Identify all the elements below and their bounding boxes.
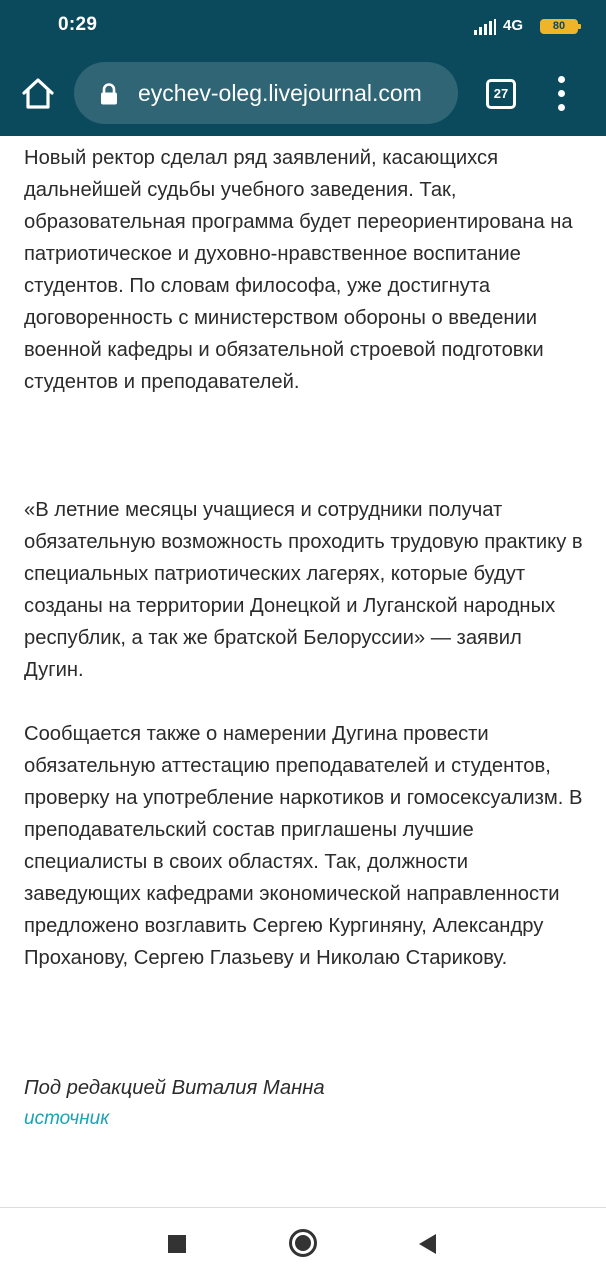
article-body xyxy=(24,142,584,1134)
recent-apps-icon[interactable] xyxy=(168,1235,186,1253)
home-button[interactable] xyxy=(18,74,58,114)
status-time: 0:29 xyxy=(58,14,98,35)
system-nav-bar xyxy=(0,1207,606,1280)
status-bar xyxy=(0,0,606,54)
address-bar[interactable] xyxy=(74,62,458,124)
tabs-button[interactable] xyxy=(486,79,516,109)
signal-bars-icon xyxy=(474,19,496,35)
article-paragraph: Новый ректор сделал ряд заявлений, касающихся дальнейшей судьбы учебного заведения. Так, образовательная программа будет переориентирована на патриотическое и духовно-нравственное воспитание студентов. По словам философа, уже достигнута договоренность с министерством обороны о введении военной кафедры и обязательной строевой подготовки студентов и преподавателей. xyxy=(24,147,573,393)
url-text[interactable]: eychev-oleg.livejournal.com xyxy=(138,80,422,106)
article-author: Под редакцией Виталия Манна xyxy=(24,1077,325,1099)
article-quote: «В летние месяцы учащиеся и сотрудники получат обязательную возможность проходить трудовую практику в специальных патриотических лагерях, которые будут созданы на территории Донецкой и Луганской народных республик, а так же братской Белоруссии» — заявил Дугин. xyxy=(24,499,583,681)
source-link[interactable]: источник xyxy=(24,1108,110,1129)
back-icon[interactable] xyxy=(416,1232,438,1256)
browser-toolbar xyxy=(0,54,606,136)
home-icon xyxy=(18,74,58,114)
tab-count: 27 xyxy=(493,86,509,101)
network-type: 4G xyxy=(503,17,524,34)
menu-dots-icon[interactable] xyxy=(550,76,574,112)
lock-icon xyxy=(100,83,118,105)
battery-level: 80 xyxy=(552,20,566,32)
battery-icon xyxy=(540,19,578,34)
home-circle-icon[interactable] xyxy=(288,1228,318,1258)
article-paragraph: Сообщается также о намерении Дугина провести обязательную аттестацию преподавателей и студентов, проверку на употребление наркотиков и гомосексуализм. В преподавательский состав приглашены лучшие специалисты в своих областях. Так, должности заведующих кафедрами экономической направленности предложено возглавить Сергею Кургиняну, Александру Проханову, Сергею Глазьеву и Николаю Старикову. xyxy=(24,723,583,969)
